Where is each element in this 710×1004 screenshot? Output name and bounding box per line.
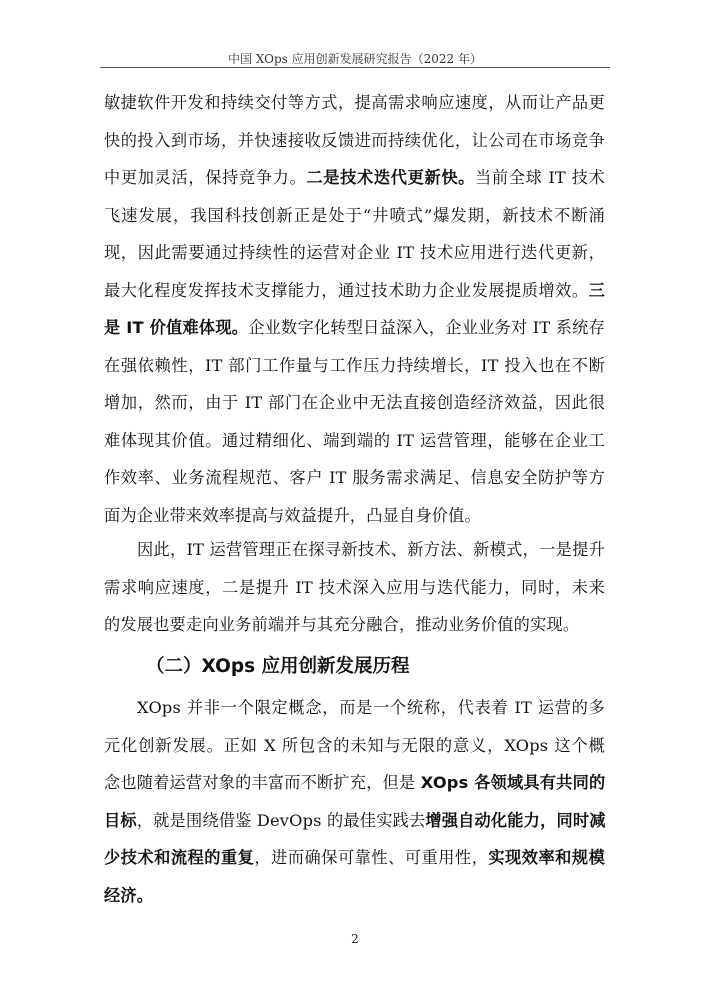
text-run: 作效率、业务流程规范、客户 IT 服务需求满足、信息安全防护等方 xyxy=(104,468,605,487)
text-line xyxy=(104,806,605,836)
text-line xyxy=(104,881,605,911)
text-run: 元化创新发展。正如 X 所包含的未知与无限的意义，XOps 这个概 xyxy=(104,735,605,755)
text-line xyxy=(104,388,605,418)
text-run: 面为企业带来效率提高与效益提升，凸显自身价值。 xyxy=(104,505,481,525)
text-run: 快的投入到市场，并快速接收反馈进而持续优化，让公司在市场竞争 xyxy=(104,130,605,150)
bold-text: 二是技术迭代更新快。 xyxy=(306,168,476,187)
text-run: 现，因此需要通过持续性的运营对企业 IT 技术应用进行迭代更新， xyxy=(104,243,605,262)
text-run: 念也随着运营对象的丰富而不断扩充，但是 xyxy=(104,773,421,792)
bold-text: 三 xyxy=(588,280,605,300)
text-line xyxy=(104,573,605,603)
text-run: 增加，然而，由于 IT 部门在企业中无法直接创造经济效益，因此很 xyxy=(104,393,605,412)
text-line xyxy=(104,201,605,231)
text-run: 敏捷软件开发和持续交付等方式，提高需求响应速度，从而让产品更 xyxy=(104,93,605,112)
text-line xyxy=(104,313,605,343)
text-line xyxy=(104,768,605,798)
page-number: 2 xyxy=(351,932,359,946)
text-line xyxy=(104,843,605,873)
text-line xyxy=(104,426,605,456)
text-run: 的发展也要走向业务前端并与其充分融合，推动业务价值的实现。 xyxy=(104,615,580,634)
bold-text: 实现效率和规模 xyxy=(488,848,605,867)
text-line xyxy=(104,163,605,193)
text-line xyxy=(104,610,605,640)
bold-text: 少技术和流程的重复 xyxy=(104,848,255,867)
text-run: 在强依赖性，IT 部门工作量与工作压力持续增长，IT 投入也在不断 xyxy=(104,355,605,375)
bold-text: XOps 各领域具有共同的 xyxy=(420,773,606,792)
text-line xyxy=(104,238,605,268)
header-title: 中国 XOps 应用创新发展研究报告（2022 年） xyxy=(228,52,482,66)
text-run: 飞速发展，我国科技创新正是处于“井喷式”爆发期，新技术不断涌 xyxy=(104,205,605,225)
text-line xyxy=(104,126,605,156)
text-run: 当前全球 IT 技术 xyxy=(475,168,605,187)
text-run: 最大化程度发挥技术支撑能力，通过技术助力企业发展提质增效。 xyxy=(104,280,589,300)
text-line xyxy=(104,731,605,761)
text-run: 难体现其价值。通过精细化、端到端的 IT 运营管理，能够在企业工 xyxy=(104,430,605,450)
text-line xyxy=(104,351,605,381)
text-line xyxy=(137,693,605,723)
header-divider xyxy=(100,67,610,68)
text-run: ，就是围绕借鉴 DevOps 的最佳实践去 xyxy=(136,810,426,830)
text-run: 企业数字化转型日益深入，企业业务对 IT 系统存 xyxy=(248,318,605,337)
bold-text: 目标 xyxy=(104,810,137,830)
bold-text: 经济。 xyxy=(104,885,154,905)
bold-text: 增强自动化能力，同时减 xyxy=(425,810,606,830)
section-heading: （二）XOps 应用创新发展历程 xyxy=(146,656,410,677)
text-run: ，进而确保可靠性、可重用性， xyxy=(254,848,489,867)
text-line xyxy=(137,535,605,565)
bold-text: 是 IT 价值难体现。 xyxy=(104,318,249,337)
text-line xyxy=(104,463,605,493)
text-run: XOps 并非一个限定概念，而是一个统称，代表着 IT 运营的多 xyxy=(137,698,605,717)
text-line xyxy=(104,276,605,306)
text-run: 需求响应速度，二是提升 IT 技术深入应用与迭代能力，同时，未来 xyxy=(104,577,605,597)
text-line xyxy=(104,501,605,531)
text-line xyxy=(104,88,605,118)
text-run: 因此，IT 运营管理正在探寻新技术、新方法、新模式，一是提升 xyxy=(137,540,605,559)
text-run: 中更加灵活，保持竞争力。 xyxy=(104,168,307,187)
